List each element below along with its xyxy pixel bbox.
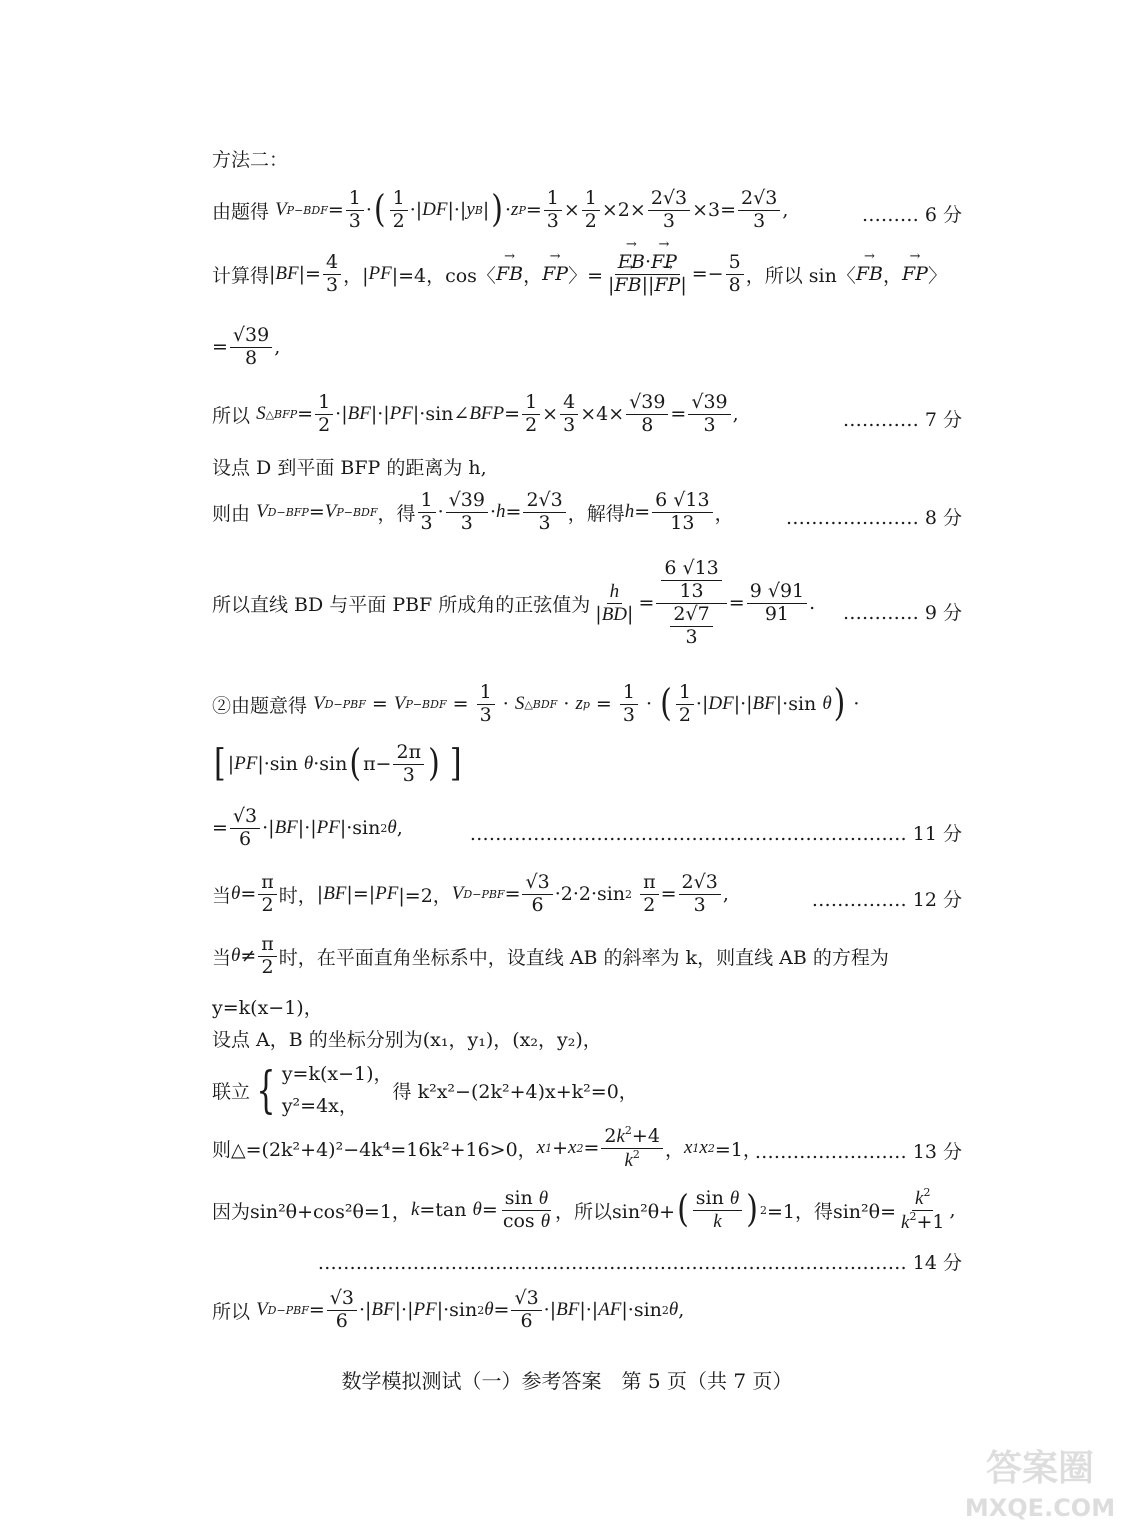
final-volume-line: 所以 V D−PBF = $\frac{√3}{6}$ ·| BF |·| PF |·sin 2 θ = $\frac{√3}{6}$ ·| BF |·| AF |·sin 2 θ , <box>212 1287 685 1332</box>
volume-equation-line: 由题得 V P−BDF = $\frac{1}{3}$ · ( $\frac{1}{2}$ ·| DF |·| y B | ) · z P = $\frac{1}{3}$ × $\frac{1}{2}$ ×2× $\frac{2√3}{3}$ ×3= $\frac{2√3}{3}$ , <box>212 187 789 232</box>
points-setup: 设点 A，B 的坐标分别为(x₁，y₁)，(x₂，y₂)， <box>212 1029 602 1051</box>
trig-identity-line: 因为sin²θ+cos²θ=1， k =tan θ = $\frac{\text{sin θ}}{\text{cos θ}}$ ，所以sin²θ+ ( $\frac{\text{sin θ}}{k}$ ) 2 =1，得sin²θ= $\frac{k^2}{k^2+1}$ , <box>212 1186 956 1233</box>
discriminant-line: 则△=(2k²+4)²−4k⁴=16k²+16>0， x 1 + x 2 = $\frac{2k^2+4}{k^2}$ ， x 1 x 2 =1， <box>212 1124 762 1171</box>
theta-right-angle-line: 当 θ = $\frac{\pi}{2}$ 时， | BF |=| PF |=2， V D−PBF = $\frac{√3}{6}$ ·2·2·sin 2 $\frac{\pi}{2}$ = $\frac{2√3}{3}$ , <box>212 871 729 916</box>
watermark-bottom: MXQE.COM <box>964 1494 1116 1522</box>
cos-line: 计算得 | BF |= $\frac{4}{3}$ ，| PF |=4，cos〈 → FB ， → FP 〉= → $\frac{FB\cdot\to FP}{|\to FB||\to FP|}$ =− $\frac{5}{8}$ ， 所以 sin 〈 → FB ， → FP 〉 <box>212 252 947 297</box>
system-line: 联立 { y=k(x−1)， y²=4x， 得 k²x²−(2k²+4)x+k²=0， <box>212 1061 638 1120</box>
theta-not-right-line: 当 θ ≠ $\frac{\pi}{2}$ 时，在平面直角坐标系中，设直线 AB 的斜率为 k，则直线 AB 的方程为 <box>212 933 889 978</box>
score-11: …………………………………………………………… 11 分 <box>469 823 962 845</box>
area-line: 所以 S △BFP = $\frac{1}{2}$ ·| BF |·| PF |·sin∠ BFP = $\frac{1}{2}$ × $\frac{4}{3}$ ×4× $\frac{√39}{8}$ = $\frac{√39}{3}$ , <box>212 391 739 436</box>
score-8: ………………… 8 分 <box>785 507 962 529</box>
score-13: …………………… 13 分 <box>754 1141 962 1163</box>
score-7: ………… 7 分 <box>842 409 962 431</box>
method-heading: 方法二： <box>212 149 289 171</box>
part2-bracket-line: [ | PF |·sin θ ·sin ( π− $\frac{2\pi}{3}$ ) ] <box>214 741 462 786</box>
sin-value-line: = $\frac{√39}{8}$ , <box>212 324 281 369</box>
score-6: ……… 6 分 <box>861 204 962 226</box>
sine-angle-line: 所以直线 BD 与平面 PBF 所成角的正弦值为 $\frac{h}{|BD|}$ = $\frac{\frac{6 √13}{13}}{\frac{2√7}{3}}$ = $\frac{9 √91}{91}$ . <box>212 557 816 648</box>
watermark-top: 答案圈 <box>985 1448 1095 1489</box>
score-14: ………………………………………………………………………………… 14 分 <box>317 1252 962 1274</box>
line-equation: y=k(x−1)， <box>212 997 323 1019</box>
distance-setup: 设点 D 到平面 BFP 的距离为 h, <box>212 457 487 479</box>
score-9: ………… 9 分 <box>842 602 962 624</box>
page-footer: 数学模拟测试（一）参考答案 第 5 页（共 7 页） <box>341 1369 793 1393</box>
part2-line: ②由题意得 V D−PBF = V P−BDF = $\frac{1}{3}$ · S △BDF · z p = $\frac{1}{3}$ · ( $\frac{1}{2}$ ·| DF |·| BF |·sin θ ) · <box>212 681 860 726</box>
watermark-logo <box>955 1440 1125 1524</box>
height-line: 则由 V D−BFP = V P−BDF ，得 $\frac{1}{3}$ · $\frac{√39}{3}$ · h = $\frac{2√3}{3}$ ，解得 h = $\frac{6 √13}{13}$ ， <box>212 489 734 534</box>
score-12: …………… 12 分 <box>811 889 962 911</box>
volume-sin2-line: = $\frac{√3}{6}$ ·| BF |·| PF |·sin 2 θ , <box>212 805 403 850</box>
